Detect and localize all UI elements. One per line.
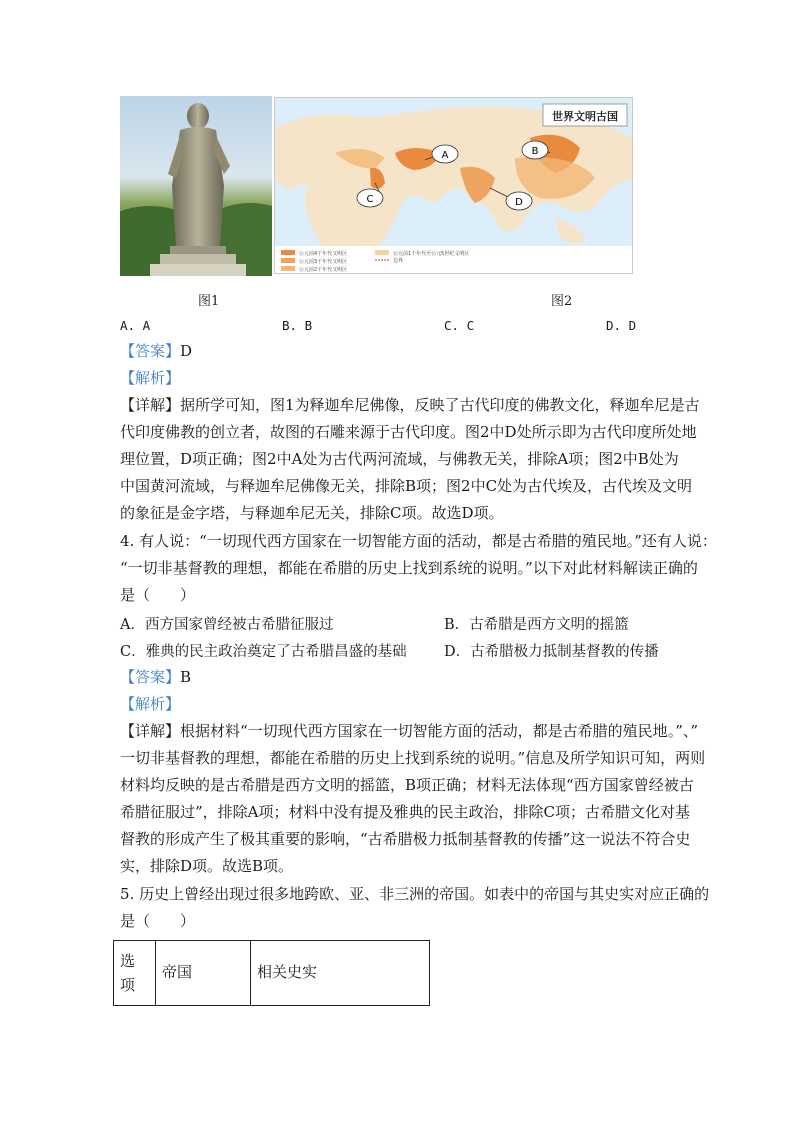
q3-option-c: C. C [444,318,475,333]
buddha-statue-illustration [120,96,272,276]
q3-answer [120,342,192,360]
q4-detail-line-2: 一切非基督教的理想，都能在希腊的历史上找到系统的说明。”信息及所学知识可知，两则 [120,749,706,767]
legend-item-4: 公元前1千年代至公元5世纪文明区 [393,251,470,257]
legend-item-2: 公元前3千年代文明区 [299,259,348,265]
answer-value: D [180,342,193,360]
header-facts: 相关史实 [251,941,430,1006]
q4-option-c: C．雅典的民主政治奠定了古希腊昌盛的基础 [120,644,407,660]
buddha-statue-image [120,96,272,276]
q5-stem-line-2: 是（ ） [120,912,196,930]
detail-text: 根据材料“一切现代西方国家在一切智能方面的活动，都是古希腊的殖民地。”、” [180,722,699,740]
q4-stem-line-2: “一切非基督教的理想，都能在希腊的历史上找到系统的说明。”以下对此材料解读正确的 [120,559,698,577]
q4-stem-line-3: 是（ ） [120,586,196,604]
figure2-caption: 图2 [551,294,573,309]
map-marker-a: A [441,150,449,161]
answer-tag: 【答案】 [120,668,181,686]
q4-option-d: D．古希腊极力抵制基督教的传播 [444,644,659,660]
q4-option-b: B．古希腊是西方文明的摇篮 [444,617,629,633]
figure1-caption: 图1 [198,294,220,309]
q4-detail-line-5: 督教的形成产生了极其重要的影响，“古希腊极力抵制基督教的传播”这一说法不符合史 [120,830,691,848]
q3-option-b: B. B [282,318,313,333]
q4-detail-line-3: 材料均反映的是古希腊是西方文明的摇篮，B项正确；材料无法体现“西方国家曾经被古 [120,776,694,794]
header-empire: 帝国 [156,941,251,1006]
map-illustration [275,98,632,273]
q4-detail-line-1 [120,722,698,740]
q5-stem-line-1: 5. 历史上曾经出现过很多地跨欧、亚、非三洲的帝国。如表中的帝国与其史实对应正确的 [120,885,710,903]
q3-detail-line-3: 理位置，D项正确；图2中A处为古代两河流域，与佛教无关，排除A项；图2中B处为 [120,450,679,468]
table-header-row [114,941,430,1006]
answer-tag: 【答案】 [120,342,181,360]
legend-item-3: 公元前2千年代文明区 [299,267,348,273]
detail-tag: 【详解】 [120,396,181,414]
q4-detail-line-6: 实，排除D项。故选B项。 [120,857,294,875]
q3-detail-line-1 [120,396,700,414]
q4-answer [120,668,191,686]
answer-value: B [180,668,192,686]
q4-option-a: A．西方国家曾经被古希腊征服过 [120,617,334,633]
detail-tag: 【详解】 [120,722,181,740]
q5-table [113,940,430,1006]
q3-detail-line-2: 代印度佛教的创立者，故图的石雕来源于古代印度。图2中D处所示即为古代印度所处地 [120,423,697,441]
detail-text: 据所学可知，图1为释迦牟尼佛像，反映了古代印度的佛教文化，释迦牟尼是古 [180,396,700,414]
q4-detail-line-4: 希腊征服过”，排除A项；材料中没有提及雅典的民主政治，排除C项；古希腊文化对基 [120,803,690,821]
legend-item-1: 公元前4千年代文明区 [299,251,348,257]
header-option: 选项 [114,941,156,1006]
q3-option-a: A. A [120,318,151,333]
q4-stem-line-1: 4. 有人说：“一切现代西方国家在一切智能方面的活动，都是古希腊的殖民地。”还有人说： [120,532,717,550]
q3-detail-line-4: 中国黄河流域，与释迦牟尼佛像无关，排除B项；图2中C处为古代埃及，古代埃及文明 [120,477,693,495]
q3-option-d: D. D [606,318,637,333]
map-marker-b: B [531,146,539,157]
legend-item-5: 边界 [393,258,404,264]
map-title: 世界文明古国 [552,110,618,123]
map-marker-d: D [515,197,523,208]
map-marker-c: C [366,194,374,205]
q3-analysis-tag: 【解析】 [120,369,181,387]
q3-detail-line-5: 的象征是金字塔，与释迦牟尼无关，排除C项。故选D项。 [120,504,504,522]
q4-analysis-tag: 【解析】 [120,695,181,713]
world-civilizations-map [274,97,633,274]
